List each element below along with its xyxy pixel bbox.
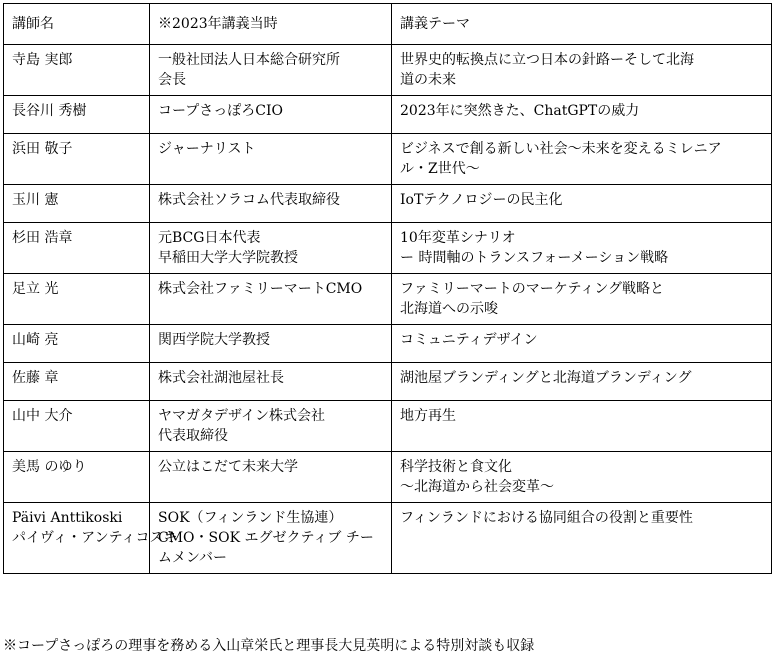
lecturer-position-cell [150, 452, 392, 503]
lecturer-name-cell [4, 274, 150, 325]
lecture-theme: ル・Z世代～ [400, 161, 480, 177]
lecturer-name-cell [4, 401, 150, 452]
lecturer-name: 浜田 敬子 [12, 141, 73, 157]
lecture-theme: 湖池屋ブランディングと北海道ブランディング [400, 370, 692, 386]
lecturer-position: コープさっぽろCIO [158, 103, 284, 119]
footnote: ※コープさっぽろの理事を務める入山章栄氏と理事長大見英明による特別対談も収録 [3, 638, 535, 654]
header-row [4, 4, 772, 45]
lecturer-position: 公立はこだて未来大学 [158, 459, 298, 475]
lecturer-name: 杉田 浩章 [12, 230, 73, 246]
lecturer-position-cell [150, 325, 392, 363]
lecturer-name: パイヴィ・アンティコスキ [12, 530, 178, 546]
lecture-theme-cell [392, 96, 772, 134]
lecturer-position-cell [150, 134, 392, 185]
lecturer-position: ムメンバー [158, 550, 228, 566]
lecturer-name: 山中 大介 [12, 408, 73, 424]
table-row [4, 45, 772, 96]
table-row [4, 401, 772, 452]
lecturer-position-cell [150, 185, 392, 223]
lecturer-position: 株式会社ファミリーマートCMO [158, 281, 363, 297]
lecture-theme: ー 時間軸のトランスフォーメーション戦略 [400, 250, 669, 266]
lecture-theme: 道の未来 [400, 72, 456, 88]
table-row [4, 223, 772, 274]
lecturer-position: ジャーナリスト [158, 141, 256, 157]
lecturer-name-cell [4, 134, 150, 185]
lecturer-name-cell [4, 503, 178, 574]
lecturer-name: 山崎 亮 [12, 332, 59, 348]
lecture-theme: IoTテクノロジーの民主化 [400, 192, 563, 208]
lecturer-name: Päivi Anttikoski [12, 510, 123, 526]
lecture-theme: ～北海道から社会変革～ [400, 479, 554, 495]
lecturer-position-cell [150, 45, 392, 96]
lecturer-position: 関西学院大学教授 [158, 332, 270, 348]
lecture-theme-cell [392, 363, 772, 401]
lecture-theme: 10年変革シナリオ [400, 230, 516, 246]
table-row [4, 185, 772, 223]
table-row [4, 325, 772, 363]
lecturer-name-cell [4, 185, 150, 223]
lecture-theme-cell [392, 325, 772, 363]
lecturer-name: 寺島 実郎 [12, 52, 73, 68]
lecture-theme: 北海道への示唆 [400, 301, 498, 317]
table-row [4, 96, 772, 134]
lecturer-position: 元BCG日本代表 [158, 230, 261, 246]
lecturer-name: 足立 光 [12, 281, 59, 297]
lecturer-position: 代表取締役 [158, 428, 228, 444]
lecturer-name: 玉川 憲 [12, 192, 59, 208]
lecture-theme: 2023年に突然きた、ChatGPTの威力 [400, 103, 640, 119]
lecture-theme: ファミリーマートのマーケティング戦略と [400, 281, 665, 297]
table-body [4, 45, 772, 574]
lecturer-name-cell [4, 363, 150, 401]
lecture-theme: 世界史的転換点に立つ日本の針路ーそして北海 [400, 52, 694, 68]
lecturer-position-cell [150, 96, 392, 134]
lecture-theme: 地方再生 [400, 408, 456, 424]
lecture-theme: フィンランドにおける協同組合の役割と重要性 [400, 510, 693, 526]
lecturer-position-cell [150, 401, 392, 452]
lecturer-position-cell [150, 503, 392, 574]
lecturer-name-cell [4, 45, 150, 96]
lecturer-position: 株式会社ソラコム代表取締役 [158, 192, 340, 208]
header-position-2023: ※2023年講義当時 [150, 4, 392, 45]
lecturer-position-cell [150, 363, 392, 401]
lecture-theme-cell [392, 452, 772, 503]
header-lecture-theme: 講義テーマ [392, 4, 772, 45]
table-row [4, 452, 772, 503]
lecturer-position: 株式会社湖池屋社長 [158, 370, 284, 386]
lecturer-position-cell [150, 223, 392, 274]
table-row [4, 503, 772, 574]
table-row [4, 274, 772, 325]
lecturer-position: SOK（フィンランド生協連） [158, 510, 343, 526]
lecturer-name-cell [4, 325, 150, 363]
lecture-theme-cell [392, 223, 772, 274]
lecture-theme-cell [392, 274, 772, 325]
lecturer-position: 一般社団法人日本総合研究所 [158, 52, 340, 68]
lecturer-name-cell [4, 223, 150, 274]
lecture-theme: ビジネスで創る新しい社会～未来を変えるミレニア [400, 141, 722, 157]
lecturer-name: 長谷川 秀樹 [12, 103, 87, 119]
lecture-theme: コミュニティデザイン [400, 332, 538, 348]
lecturer-name: 佐藤 章 [12, 370, 59, 386]
lecturer-name-cell [4, 96, 150, 134]
lecture-theme-cell [392, 134, 772, 185]
lecturer-position: CMO・SOK エグゼクティブ チー [158, 530, 374, 546]
table-row [4, 363, 772, 401]
lecture-theme-cell [392, 45, 772, 96]
header-lecturer-name: 講師名 [4, 4, 150, 45]
lecture-theme-cell [392, 401, 772, 452]
lecturer-position-cell [150, 274, 392, 325]
lecture-theme-cell [392, 185, 772, 223]
lecture-theme-cell [392, 503, 772, 574]
lecturer-table [3, 3, 772, 574]
lecturer-position: ヤマガタデザイン株式会社 [158, 408, 326, 424]
lecturer-position: 早稲田大学大学院教授 [158, 250, 298, 266]
lecturer-name: 美馬 のゆり [12, 459, 87, 475]
lecturer-position: 会長 [158, 72, 186, 88]
lecture-theme: 科学技術と食文化 [400, 459, 512, 475]
table-row [4, 134, 772, 185]
lecturer-name-cell [4, 452, 150, 503]
